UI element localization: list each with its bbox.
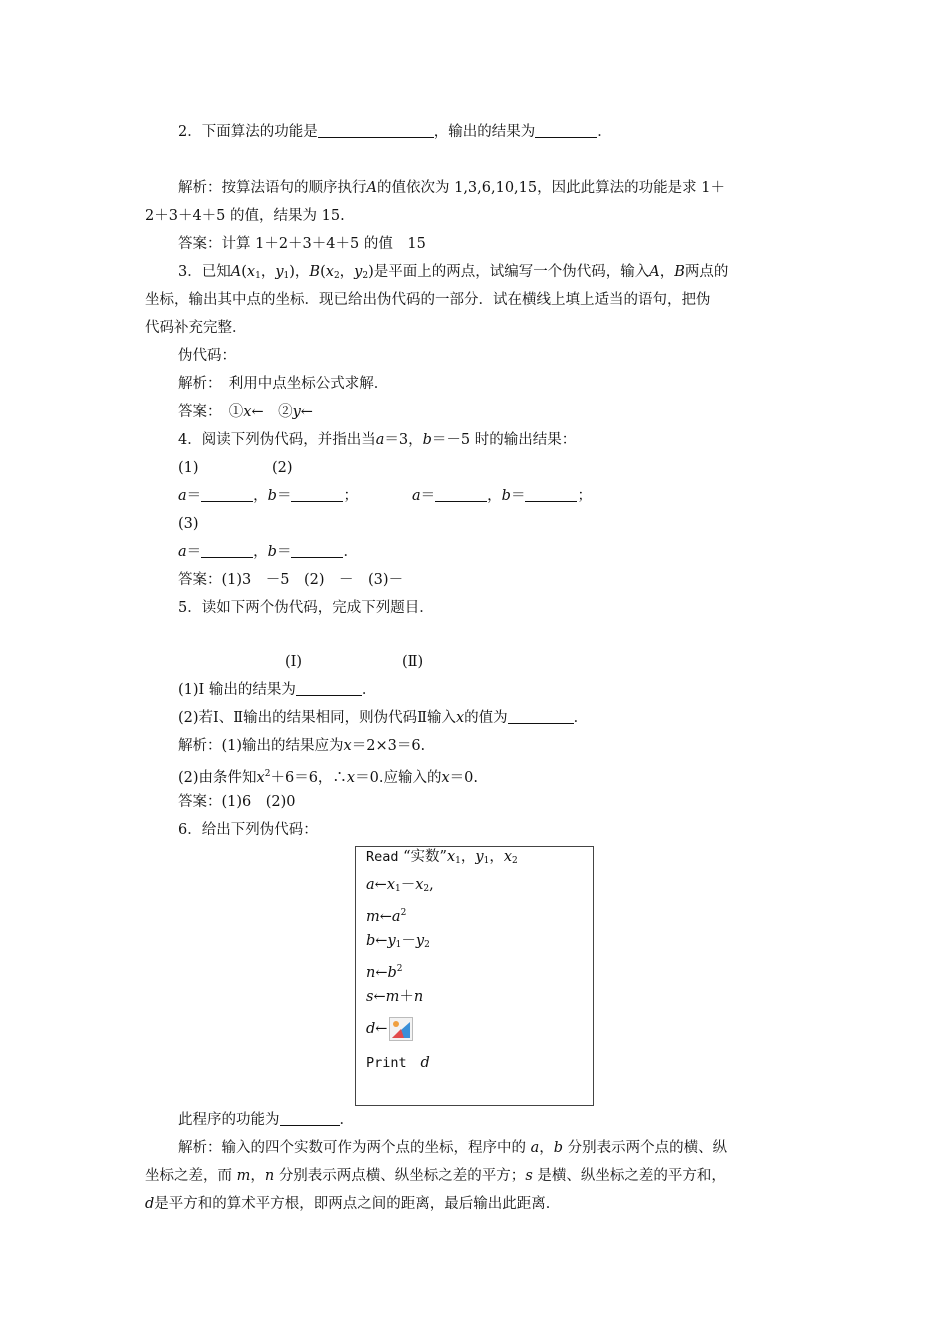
q3-question-line3: 代码补充完整． <box>145 320 247 336</box>
q3-question-line2: 坐标，输出其中点的坐标．现已给出伪代码的一部分．试在横线上填上适当的语句，把伪 <box>145 292 711 308</box>
code-line-n: $n\leftarrow b^2$ <box>366 964 403 981</box>
q6-analysis-line1: 解析：输入的四个实数可作为两个点的坐标，程序中的 a，b 分别表示两个点的横、纵 <box>178 1140 728 1156</box>
q3-answer: 答案： ①x← ②y← <box>178 404 313 420</box>
code-line-s: s←m＋n <box>366 989 424 1005</box>
code-line-print: Print d <box>366 1055 430 1071</box>
code-line-read: Read “实数$”x_1$，$y_1$，$x_2$ <box>366 849 518 866</box>
answer-blank[interactable] <box>535 123 597 138</box>
q4-label-2: (2) <box>272 460 293 476</box>
q3-pseudocode-label: 伪代码： <box>178 348 236 364</box>
q4-label-1: (1) <box>178 460 199 476</box>
q5-label-I: (Ⅰ) <box>285 654 303 670</box>
answer-blank[interactable] <box>525 487 577 502</box>
q3-analysis: 解析： 利用中点坐标公式求解． <box>178 376 389 392</box>
answer-blank[interactable] <box>296 681 362 696</box>
answer-blank[interactable] <box>201 543 253 558</box>
q5-analysis-2: (2)由条件知$x^2+6=6$，∴x＝0.应输入的x＝0. <box>178 769 478 786</box>
q6-question: 6．给出下列伪代码： <box>178 822 318 838</box>
pseudocode-box <box>355 846 594 1106</box>
q5-analysis-1: 解析：(1)输出的结果应为x＝2×3＝6. <box>178 738 426 754</box>
q4-output-3: a＝ ，b＝ ． <box>178 544 358 560</box>
q5-sub1: (1)Ⅰ 输出的结果为 ． <box>178 682 377 698</box>
q2-analysis-line1: 解析：按算法语句的顺序执行A的值依次为 1,3,6,10,15，因此此算法的功能是求 1＋ <box>178 180 725 196</box>
q3-question-line1: 3．已知$A(x_1$，$y_1$)，$B(x_2$，$y_2$)是平面上的两点，试编写一个伪代码，输入A，B两点的 <box>178 264 729 281</box>
q4-output-2: a＝ ，b＝ ； <box>412 488 592 504</box>
q5-sub2: (2)若Ⅰ、Ⅱ输出的结果相同，则伪代码Ⅱ输入x的值为 ． <box>178 710 589 726</box>
q6-function-question: 此程序的功能为 ． <box>178 1112 354 1128</box>
answer-blank[interactable] <box>201 487 253 502</box>
q2-question: 2．下面算法的功能是 ，输出的结果为 ． <box>178 124 612 140</box>
q6-analysis-line3: d是平方和的算术平方根，即两点之间的距离，最后输出此距离． <box>145 1196 561 1212</box>
answer-blank[interactable] <box>280 1111 340 1126</box>
q4-output-1: a＝ ，b＝ ； <box>178 488 358 504</box>
answer-blank[interactable] <box>508 709 574 724</box>
answer-blank[interactable] <box>435 487 487 502</box>
q4-question: 4．阅读下列伪代码，并指出当a＝3，b＝－5 时的输出结果： <box>178 432 577 448</box>
q5-answer: 答案：(1)6 (2)0 <box>178 794 296 810</box>
code-line-m: $m\leftarrow a^2$ <box>366 908 407 925</box>
answer-blank[interactable] <box>291 543 343 558</box>
code-line-a: $a\leftarrow x_1-x_2$, <box>366 877 434 894</box>
code-line-b: $b\leftarrow y_1-y_2$ <box>366 933 430 950</box>
q5-question: 5．读如下两个伪代码，完成下列题目． <box>178 600 434 616</box>
answer-blank[interactable] <box>291 487 343 502</box>
answer-blank[interactable] <box>318 123 434 138</box>
broken-image-icon <box>389 1017 413 1041</box>
q4-answer: 答案：(1)3 －5 (2) － (3)－ <box>178 572 404 588</box>
q2-answer: 答案：计算 1＋2＋3＋4＋5 的值 15 <box>178 236 426 252</box>
q2-analysis-line2: 2＋3＋4＋5 的值，结果为 15. <box>145 208 345 224</box>
q6-analysis-line2: 坐标之差，而 m，n 分别表示两点横、纵坐标之差的平方；s 是横、纵坐标之差的平方和， <box>145 1168 726 1184</box>
q4-label-3: (3) <box>178 516 199 532</box>
q5-label-II: (Ⅱ) <box>402 654 424 670</box>
code-line-d: d← <box>366 1017 413 1041</box>
